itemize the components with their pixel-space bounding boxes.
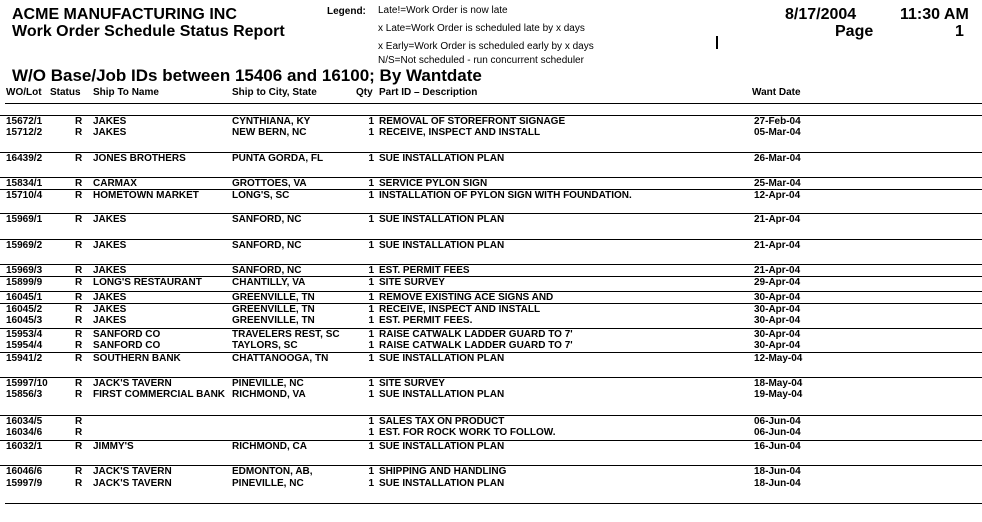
status-cell: R [75, 416, 83, 427]
qty-cell: 1 [368, 389, 374, 400]
column-header-part: Part ID – Description [379, 87, 478, 98]
wo-lot-cell: 15710/4 [6, 190, 43, 201]
status-cell: R [75, 127, 83, 138]
wo-lot-cell: 16034/6 [6, 427, 43, 438]
part-description-cell: SHIPPING AND HANDLING [379, 466, 507, 477]
part-description-cell: EST. PERMIT FEES [379, 265, 470, 276]
want-date-cell: 12-Apr-04 [754, 190, 801, 201]
ship-to-city-cell: PINEVILLE, NC [232, 478, 304, 489]
status-cell: R [75, 190, 83, 201]
table-row [0, 465, 982, 478]
want-date-cell: 26-Mar-04 [754, 153, 801, 164]
table-row [0, 315, 982, 327]
ship-to-city-cell: CYNTHIANA, KY [232, 116, 311, 127]
status-cell: R [75, 315, 83, 326]
table-row [0, 478, 982, 490]
part-description-cell: REMOVE EXISTING ACE SIGNS AND [379, 292, 554, 303]
ship-to-name-cell: JAKES [93, 265, 127, 276]
column-header-wo: WO/Lot [6, 87, 42, 98]
wo-lot-cell: 15997/10 [6, 378, 48, 389]
legend-x-early: x Early=Work Order is scheduled early by x days [378, 41, 594, 52]
table-row [0, 189, 982, 202]
ship-to-name-cell: JACK'S TAVERN [93, 478, 172, 489]
table-row [0, 440, 982, 453]
wo-lot-cell: 16045/2 [6, 304, 43, 315]
status-cell: R [75, 240, 83, 251]
want-date-cell: 19-May-04 [754, 389, 803, 400]
report-date: 8/17/2004 [785, 6, 857, 23]
want-date-cell: 06-Jun-04 [754, 427, 801, 438]
status-cell: R [75, 116, 83, 127]
want-date-cell: 30-Apr-04 [754, 340, 801, 351]
ship-to-city-cell: PINEVILLE, NC [232, 378, 304, 389]
ship-to-city-cell: RICHMOND, CA [232, 441, 307, 452]
want-date-cell: 21-Apr-04 [754, 214, 801, 225]
table-row [0, 127, 982, 139]
column-header-ship-to-name: Ship To Name [93, 87, 159, 98]
want-date-cell: 18-Jun-04 [754, 466, 801, 477]
wo-lot-cell: 15997/9 [6, 478, 43, 489]
qty-cell: 1 [368, 378, 374, 389]
part-description-cell: SITE SURVEY [379, 378, 445, 389]
status-cell: R [75, 427, 83, 438]
qty-cell: 1 [368, 478, 374, 489]
want-date-cell: 21-Apr-04 [754, 240, 801, 251]
qty-cell: 1 [368, 353, 374, 364]
page-number: 1 [955, 23, 964, 40]
report-title: Work Order Schedule Status Report [12, 23, 285, 40]
ship-to-city-cell: EDMONTON, AB, [232, 466, 313, 477]
part-description-cell: RAISE CATWALK LADDER GUARD TO 7' [379, 340, 573, 351]
ship-to-city-cell: GREENVILLE, TN [232, 292, 315, 303]
want-date-cell: 30-Apr-04 [754, 329, 801, 340]
status-cell: R [75, 304, 83, 315]
ship-to-name-cell: JAKES [93, 116, 127, 127]
qty-cell: 1 [368, 416, 374, 427]
qty-cell: 1 [368, 127, 374, 138]
status-cell: R [75, 265, 83, 276]
ship-to-name-cell: SANFORD CO [93, 329, 161, 340]
part-description-cell: INSTALLATION OF PYLON SIGN WITH FOUNDATION. [379, 190, 632, 201]
column-header-want-date: Want Date [752, 87, 801, 98]
want-date-cell: 30-Apr-04 [754, 315, 801, 326]
wo-lot-cell: 15941/2 [6, 353, 43, 364]
ship-to-name-cell: LONG'S RESTAURANT [93, 277, 202, 288]
table-row [0, 340, 982, 352]
ship-to-city-cell: CHATTANOOGA, TN [232, 353, 329, 364]
want-date-cell: 29-Apr-04 [754, 277, 801, 288]
ship-to-city-cell: TRAVELERS REST, SC [232, 329, 340, 340]
ship-to-name-cell: JAKES [93, 292, 127, 303]
ship-to-name-cell: HOMETOWN MARKET [93, 190, 199, 201]
qty-cell: 1 [368, 292, 374, 303]
qty-cell: 1 [368, 277, 374, 288]
want-date-cell: 18-May-04 [754, 378, 803, 389]
want-date-cell: 16-Jun-04 [754, 441, 801, 452]
qty-cell: 1 [368, 240, 374, 251]
status-cell: R [75, 340, 83, 351]
status-cell: R [75, 378, 83, 389]
wo-lot-cell: 16439/2 [6, 153, 43, 164]
wo-lot-cell: 15672/1 [6, 116, 43, 127]
part-description-cell: SUE INSTALLATION PLAN [379, 240, 505, 251]
qty-cell: 1 [368, 304, 374, 315]
ship-to-name-cell: JIMMY'S [93, 441, 134, 452]
company-name: ACME MANUFACTURING INC [12, 6, 237, 23]
report-time: 11:30 AM [900, 6, 969, 23]
ship-to-name-cell: FIRST COMMERCIAL BANK [93, 389, 226, 400]
part-description-cell: EST. PERMIT FEES. [379, 315, 473, 326]
header-rule [5, 103, 982, 104]
part-description-cell: SALES TAX ON PRODUCT [379, 416, 505, 427]
wo-lot-cell: 15899/9 [6, 277, 43, 288]
ship-to-city-cell: RICHMOND, VA [232, 389, 306, 400]
wo-lot-cell: 15969/1 [6, 214, 43, 225]
qty-cell: 1 [368, 441, 374, 452]
legend-late: Late!=Work Order is now late [378, 5, 508, 16]
wo-lot-cell: 16046/6 [6, 466, 43, 477]
qty-cell: 1 [368, 340, 374, 351]
want-date-cell: 30-Apr-04 [754, 292, 801, 303]
qty-cell: 1 [368, 329, 374, 340]
status-cell: R [75, 292, 83, 303]
table-row [0, 352, 982, 365]
part-description-cell: SUE INSTALLATION PLAN [379, 441, 505, 452]
table-row [0, 389, 982, 401]
wo-lot-cell: 16032/1 [6, 441, 43, 452]
ship-to-name-cell: JACK'S TAVERN [93, 378, 172, 389]
wo-lot-cell: 16034/5 [6, 416, 43, 427]
part-description-cell: SUE INSTALLATION PLAN [379, 389, 505, 400]
want-date-cell: 21-Apr-04 [754, 265, 801, 276]
column-header-qty: Qty [356, 87, 373, 98]
want-date-cell: 05-Mar-04 [754, 127, 801, 138]
page-label: Page [835, 23, 874, 40]
wo-lot-cell: 16045/3 [6, 315, 43, 326]
part-description-cell: RECEIVE, INSPECT AND INSTALL [379, 304, 541, 315]
part-description-cell: SUE INSTALLATION PLAN [379, 478, 505, 489]
text-cursor [716, 36, 718, 49]
ship-to-name-cell: JAKES [93, 127, 127, 138]
table-row [0, 427, 982, 439]
part-description-cell: REMOVAL OF STOREFRONT SIGNAGE [379, 116, 566, 127]
legend-not-scheduled: N/S=Not scheduled - run concurrent scheduler [378, 55, 584, 66]
status-cell: R [75, 153, 83, 164]
report-filter: W/O Base/Job IDs between 15406 and 16100; By Wantdate [12, 66, 482, 85]
wo-lot-cell: 15712/2 [6, 127, 43, 138]
wo-lot-cell: 16045/1 [6, 292, 43, 303]
ship-to-city-cell: CHANTILLY, VA [232, 277, 306, 288]
table-row [0, 276, 982, 289]
status-cell: R [75, 466, 83, 477]
ship-to-name-cell: JAKES [93, 240, 127, 251]
ship-to-city-cell: SANFORD, NC [232, 240, 302, 251]
status-cell: R [75, 329, 83, 340]
wo-lot-cell: 15834/1 [6, 178, 43, 189]
status-cell: R [75, 478, 83, 489]
want-date-cell: 27-Feb-04 [754, 116, 801, 127]
wo-lot-cell: 15954/4 [6, 340, 43, 351]
want-date-cell: 30-Apr-04 [754, 304, 801, 315]
ship-to-city-cell: NEW BERN, NC [232, 127, 307, 138]
legend-x-late: x Late=Work Order is scheduled late by x days [378, 23, 585, 34]
ship-to-name-cell: JONES BROTHERS [93, 153, 186, 164]
status-cell: R [75, 441, 83, 452]
part-description-cell: RECEIVE, INSPECT AND INSTALL [379, 127, 541, 138]
want-date-cell: 25-Mar-04 [754, 178, 801, 189]
ship-to-city-cell: TAYLORS, SC [232, 340, 298, 351]
table-row [0, 152, 982, 165]
table-bottom-rule [5, 503, 982, 504]
qty-cell: 1 [368, 315, 374, 326]
ship-to-city-cell: SANFORD, NC [232, 214, 302, 225]
ship-to-city-cell: GROTTOES, VA [232, 178, 307, 189]
qty-cell: 1 [368, 116, 374, 127]
ship-to-city-cell: SANFORD, NC [232, 265, 302, 276]
ship-to-name-cell: JAKES [93, 304, 127, 315]
qty-cell: 1 [368, 265, 374, 276]
qty-cell: 1 [368, 427, 374, 438]
table-row [0, 239, 982, 252]
table-row [0, 213, 982, 226]
part-description-cell: SUE INSTALLATION PLAN [379, 353, 505, 364]
part-description-cell: SITE SURVEY [379, 277, 445, 288]
ship-to-name-cell: CARMAX [93, 178, 137, 189]
ship-to-name-cell: SANFORD CO [93, 340, 161, 351]
qty-cell: 1 [368, 214, 374, 225]
status-cell: R [75, 214, 83, 225]
part-description-cell: EST. FOR ROCK WORK TO FOLLOW. [379, 427, 556, 438]
part-description-cell: RAISE CATWALK LADDER GUARD TO 7' [379, 329, 573, 340]
part-description-cell: SERVICE PYLON SIGN [379, 178, 488, 189]
part-description-cell: SUE INSTALLATION PLAN [379, 214, 505, 225]
part-description-cell: SUE INSTALLATION PLAN [379, 153, 505, 164]
qty-cell: 1 [368, 190, 374, 201]
column-header-status: Status [50, 87, 81, 98]
want-date-cell: 06-Jun-04 [754, 416, 801, 427]
status-cell: R [75, 389, 83, 400]
status-cell: R [75, 353, 83, 364]
status-cell: R [75, 277, 83, 288]
status-cell: R [75, 178, 83, 189]
ship-to-name-cell: JACK'S TAVERN [93, 466, 172, 477]
want-date-cell: 12-May-04 [754, 353, 803, 364]
ship-to-city-cell: GREENVILLE, TN [232, 315, 315, 326]
wo-lot-cell: 15856/3 [6, 389, 43, 400]
qty-cell: 1 [368, 153, 374, 164]
legend-label: Legend: [327, 6, 366, 17]
ship-to-name-cell: JAKES [93, 214, 127, 225]
want-date-cell: 18-Jun-04 [754, 478, 801, 489]
ship-to-city-cell: PUNTA GORDA, FL [232, 153, 324, 164]
wo-lot-cell: 15969/2 [6, 240, 43, 251]
wo-lot-cell: 15953/4 [6, 329, 43, 340]
ship-to-name-cell: JAKES [93, 315, 127, 326]
qty-cell: 1 [368, 178, 374, 189]
ship-to-city-cell: LONG'S, SC [232, 190, 290, 201]
column-header-ship-to-city: Ship to City, State [232, 87, 317, 98]
ship-to-name-cell: SOUTHERN BANK [93, 353, 181, 364]
qty-cell: 1 [368, 466, 374, 477]
wo-lot-cell: 15969/3 [6, 265, 43, 276]
ship-to-city-cell: GREENVILLE, TN [232, 304, 315, 315]
